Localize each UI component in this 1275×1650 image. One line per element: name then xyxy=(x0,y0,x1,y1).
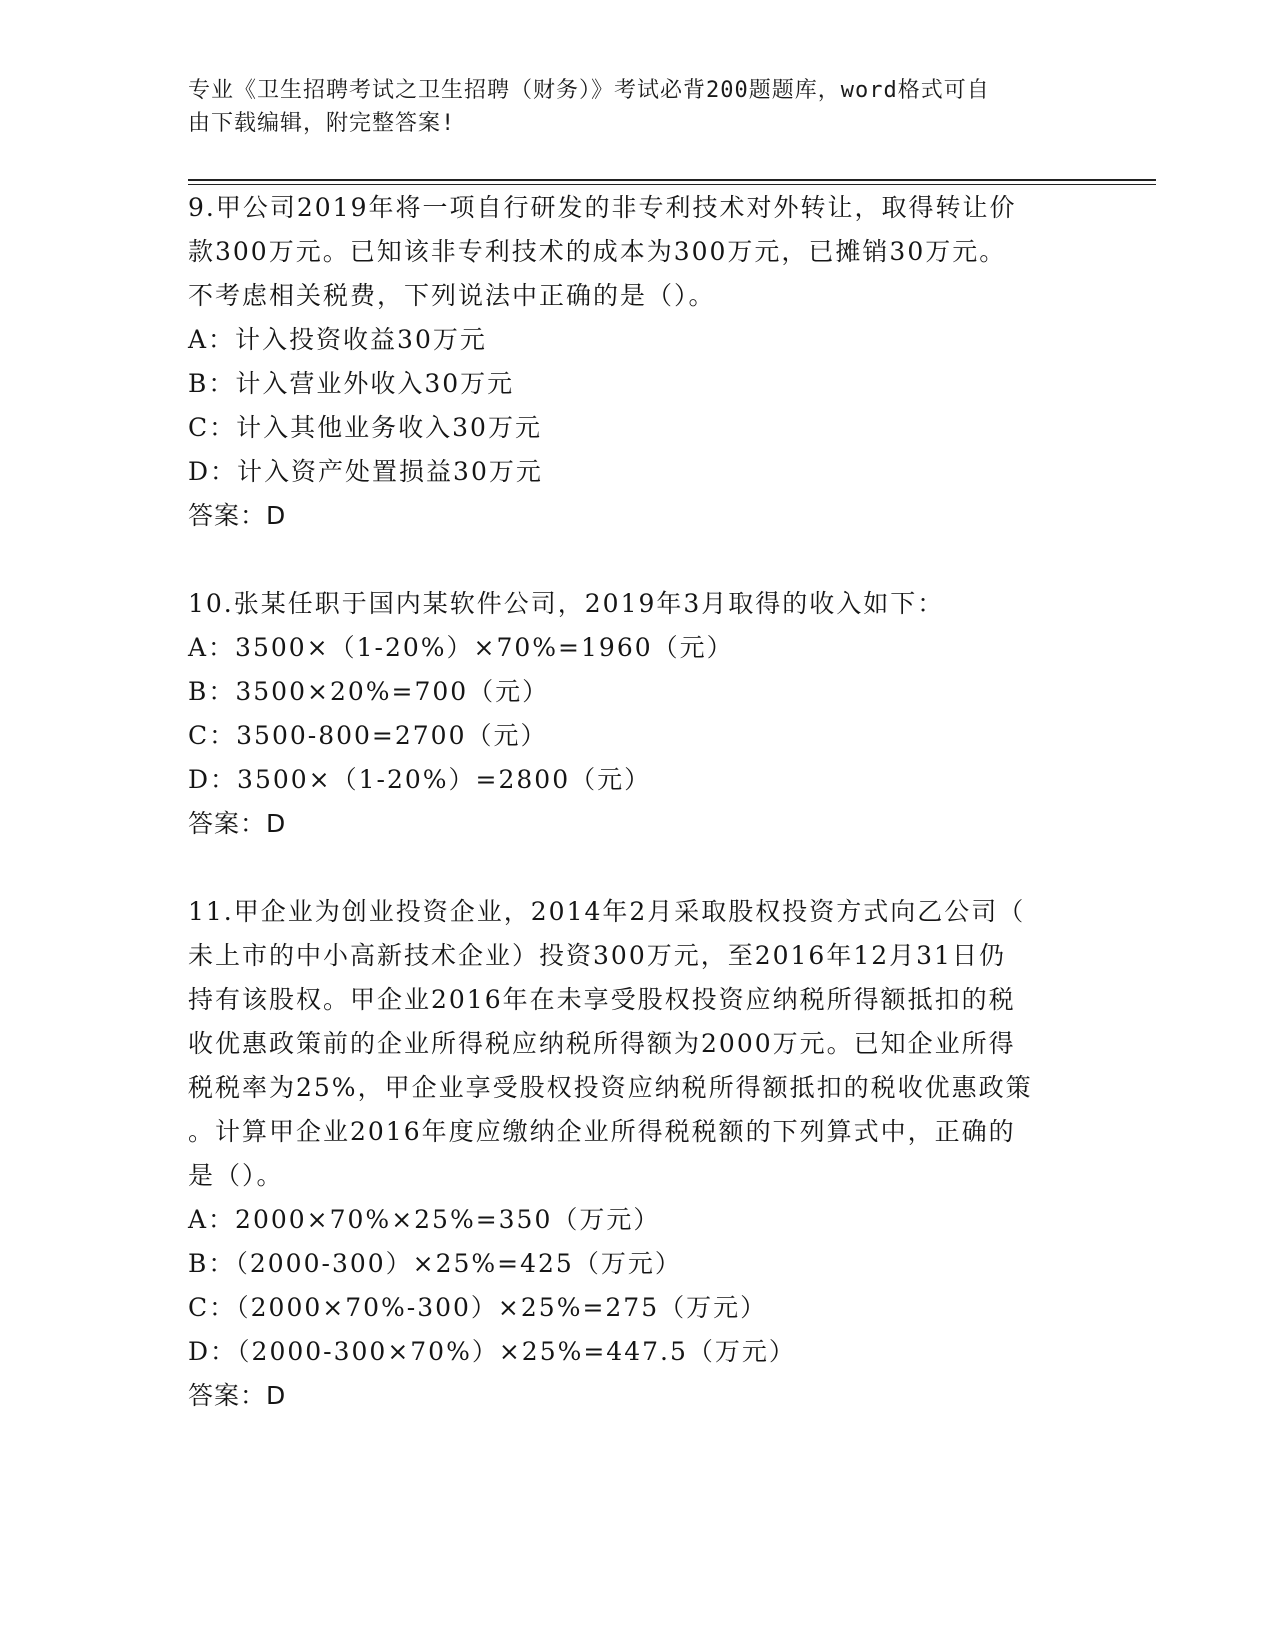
question-10-option-c: C：3500-800=2700（元） xyxy=(188,721,548,750)
question-10-stem-line-1: 10.张某任职于国内某软件公司，2019年3月取得的收入如下： xyxy=(188,589,945,618)
header-divider-thick xyxy=(188,179,1156,181)
document-header xyxy=(188,74,1068,140)
question-11-stem-line-4: 收优惠政策前的企业所得税应纳税所得额为2000万元。已知企业所得 xyxy=(188,1029,1016,1058)
question-11-option-b: B：（2000-300）×25%=425（万元） xyxy=(188,1249,682,1278)
question-9-option-d: D：计入资产处置损益30万元 xyxy=(188,457,543,486)
question-9-option-b: B：计入营业外收入30万元 xyxy=(188,369,515,398)
question-9-stem-line-2: 款300万元。已知该非专利技术的成本为300万元，已摊销30万元。 xyxy=(188,237,1007,266)
question-9-stem-line-1: 9.甲公司2019年将一项自行研发的非专利技术对外转让，取得转让价 xyxy=(188,193,1017,222)
question-11-stem-line-2: 未上市的中小高新技术企业）投资300万元，至2016年12月31日仍 xyxy=(188,941,1006,970)
question-10-option-a: A：3500×（1-20%）×70%=1960（元） xyxy=(188,633,734,662)
question-11-option-d: D：（2000-300×70%）×25%=447.5（万元） xyxy=(188,1337,796,1366)
question-9-option-a: A：计入投资收益30万元 xyxy=(188,325,487,354)
header-title-line-2: 由下载编辑，附完整答案! xyxy=(188,111,456,136)
header-divider-thin xyxy=(188,184,1156,185)
question-9-option-c: C：计入其他业务收入30万元 xyxy=(188,413,542,442)
question-9-answer: 答案：D xyxy=(188,501,287,530)
question-11-option-a: A：2000×70%×25%=350（万元） xyxy=(188,1205,661,1234)
question-10-answer: 答案：D xyxy=(188,809,287,838)
question-11-option-c: C：（2000×70%-300）×25%=275（万元） xyxy=(188,1293,768,1322)
question-11-stem-line-6: 。计算甲企业2016年度应缴纳企业所得税税额的下列算式中，正确的 xyxy=(188,1117,1016,1146)
header-title-line-1: 专业《卫生招聘考试之卫生招聘（财务）》考试必背200题题库，word格式可自 xyxy=(188,78,990,103)
question-11-stem-line-5: 税税率为25%，甲企业享受股权投资应纳税所得额抵扣的税收优惠政策 xyxy=(188,1073,1033,1102)
question-11-answer: 答案：D xyxy=(188,1381,287,1410)
question-10-option-d: D：3500×（1-20%）=2800（元） xyxy=(188,765,652,794)
question-11-stem-line-7: 是（）。 xyxy=(188,1161,284,1190)
question-10-option-b: B：3500×20%=700（元） xyxy=(188,677,550,706)
question-11-stem-line-1: 11.甲企业为创业投资企业，2014年2月采取股权投资方式向乙公司（ xyxy=(188,897,1026,926)
question-9-stem-line-3: 不考虑相关税费，下列说法中正确的是（）。 xyxy=(188,281,716,310)
question-11-stem-line-3: 持有该股权。甲企业2016年在未享受股权投资应纳税所得额抵扣的税 xyxy=(188,985,1016,1014)
